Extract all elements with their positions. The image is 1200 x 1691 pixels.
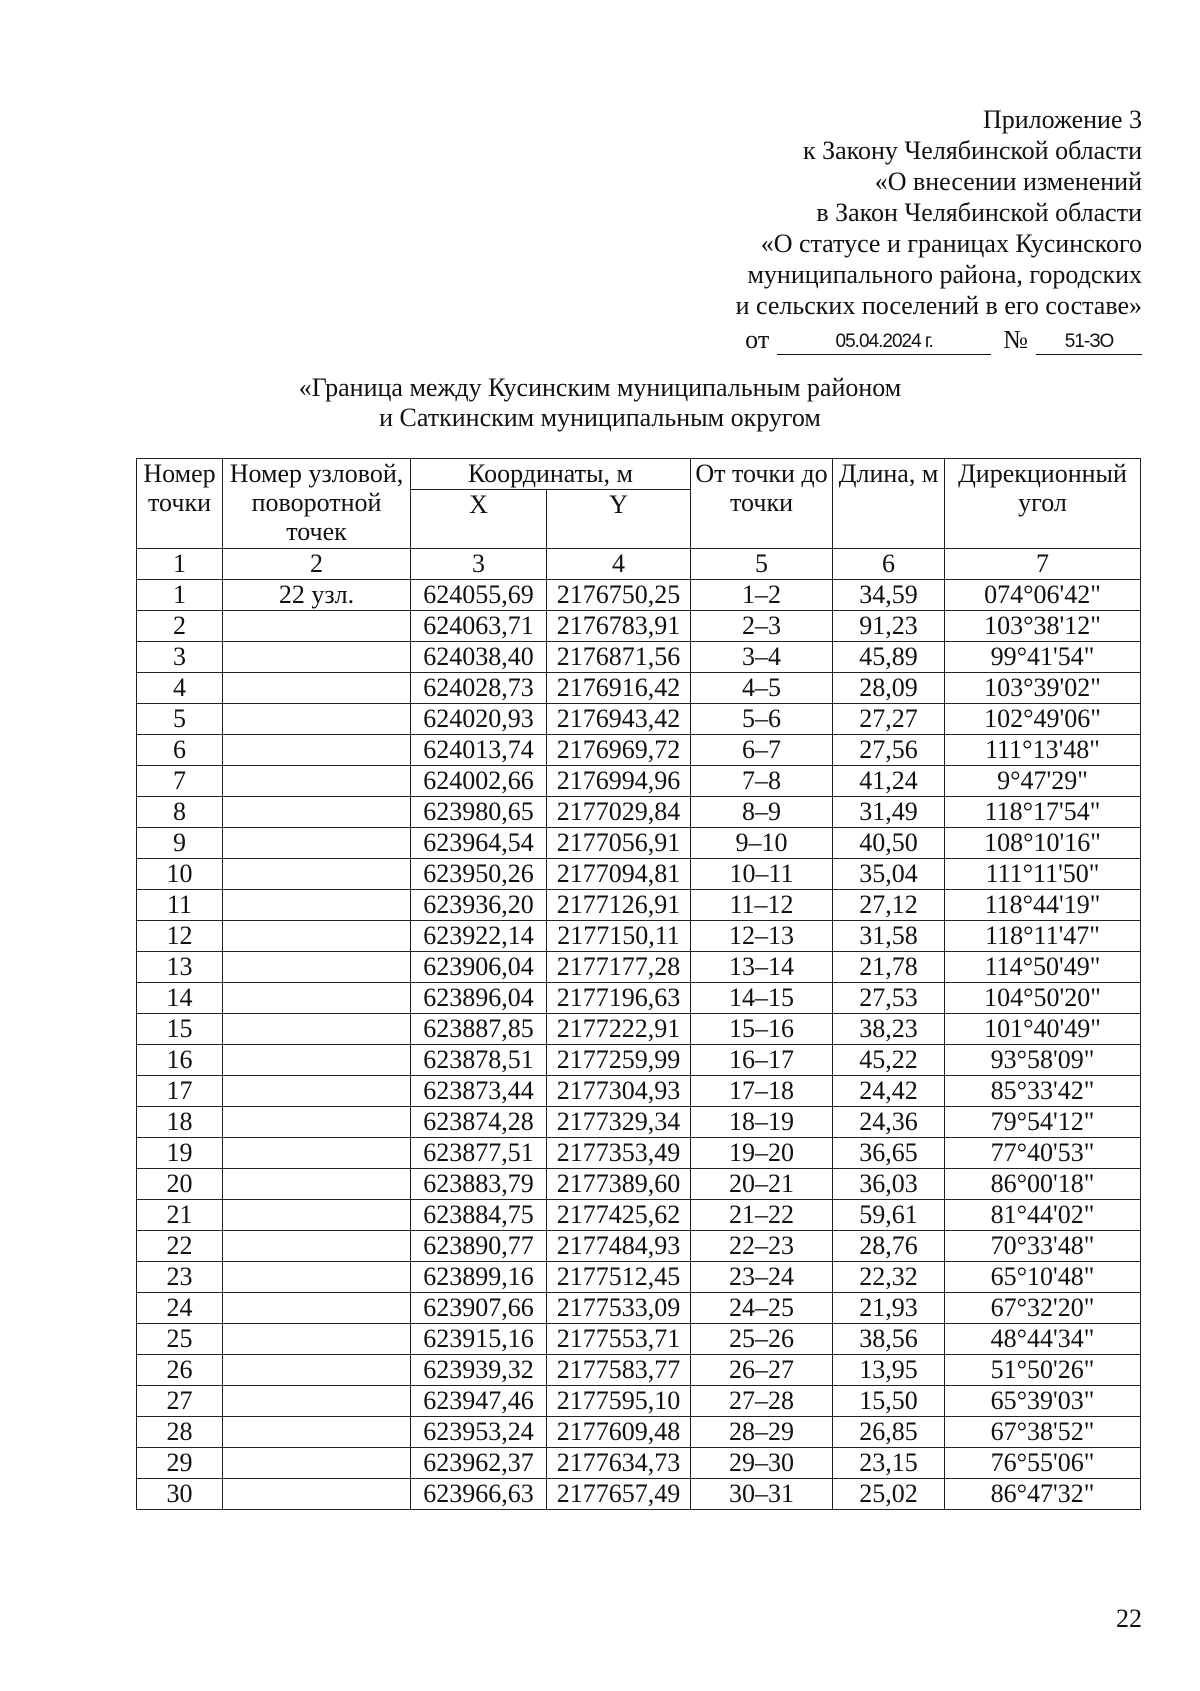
x-coordinate-cell: 624055,69: [411, 580, 547, 611]
length-cell: 45,22: [833, 1045, 945, 1076]
table-row: [137, 952, 1141, 983]
x-coordinate-cell: 623887,85: [411, 1014, 547, 1045]
point-number-cell: 13: [137, 952, 223, 983]
point-number-cell: 30: [137, 1479, 223, 1510]
table-body: [137, 580, 1141, 1510]
angle-cell: 65°10'48": [945, 1262, 1141, 1293]
segment-cell: 26–27: [691, 1355, 833, 1386]
length-cell: 91,23: [833, 611, 945, 642]
point-number-cell: 27: [137, 1386, 223, 1417]
segment-cell: 8–9: [691, 797, 833, 828]
table-row: [137, 828, 1141, 859]
y-coordinate-cell: 2177304,93: [547, 1076, 691, 1107]
x-coordinate-cell: 623936,20: [411, 890, 547, 921]
segment-cell: 17–18: [691, 1076, 833, 1107]
x-coordinate-cell: 623899,16: [411, 1262, 547, 1293]
segment-cell: 15–16: [691, 1014, 833, 1045]
table-row: [137, 1200, 1141, 1231]
table-row: [137, 1417, 1141, 1448]
length-cell: 21,78: [833, 952, 945, 983]
angle-cell: 118°17'54": [945, 797, 1141, 828]
angle-cell: 79°54'12": [945, 1107, 1141, 1138]
title-line-1: «Граница между Кусинским муниципальным районом: [298, 373, 902, 402]
law-number: 51-ЗО: [1036, 330, 1142, 355]
y-coordinate-cell: 2177329,34: [547, 1107, 691, 1138]
table-row: [137, 859, 1141, 890]
point-number-cell: 24: [137, 1293, 223, 1324]
table-row: [137, 1014, 1141, 1045]
column-number: 1: [137, 549, 223, 580]
angle-cell: 76°55'06": [945, 1448, 1141, 1479]
x-coordinate-cell: 623947,46: [411, 1386, 547, 1417]
point-number-cell: 26: [137, 1355, 223, 1386]
angle-cell: 074°06'42": [945, 580, 1141, 611]
column-number: 2: [223, 549, 411, 580]
table-row: [137, 1231, 1141, 1262]
node-number-cell: [223, 642, 411, 673]
node-number-cell: [223, 1417, 411, 1448]
table-row: [137, 673, 1141, 704]
segment-cell: 4–5: [691, 673, 833, 704]
segment-cell: 29–30: [691, 1448, 833, 1479]
length-cell: 24,42: [833, 1076, 945, 1107]
node-number-cell: [223, 1045, 411, 1076]
node-number-cell: [223, 735, 411, 766]
length-cell: 38,56: [833, 1324, 945, 1355]
node-number-cell: [223, 1262, 411, 1293]
point-number-cell: 7: [137, 766, 223, 797]
angle-cell: 99°41'54": [945, 642, 1141, 673]
angle-cell: 102°49'06": [945, 704, 1141, 735]
y-coordinate-cell: 2176871,56: [547, 642, 691, 673]
page-number: 22: [1116, 1604, 1142, 1633]
node-number-cell: [223, 1231, 411, 1262]
x-coordinate-cell: 624063,71: [411, 611, 547, 642]
length-cell: 36,65: [833, 1138, 945, 1169]
segment-cell: 12–13: [691, 921, 833, 952]
x-coordinate-cell: 623907,66: [411, 1293, 547, 1324]
x-coordinate-cell: 624028,73: [411, 673, 547, 704]
angle-cell: 86°47'32": [945, 1479, 1141, 1510]
y-coordinate-cell: 2177425,62: [547, 1200, 691, 1231]
angle-cell: 65°39'03": [945, 1386, 1141, 1417]
angle-cell: 93°58'09": [945, 1045, 1141, 1076]
x-coordinate-cell: 623877,51: [411, 1138, 547, 1169]
point-number-cell: 9: [137, 828, 223, 859]
y-coordinate-cell: 2177259,99: [547, 1045, 691, 1076]
point-number-cell: 4: [137, 673, 223, 704]
x-coordinate-cell: 623906,04: [411, 952, 547, 983]
point-number-cell: 23: [137, 1262, 223, 1293]
y-coordinate-cell: 2176969,72: [547, 735, 691, 766]
x-coordinate-cell: 623962,37: [411, 1448, 547, 1479]
point-number-cell: 16: [137, 1045, 223, 1076]
angle-cell: 103°38'12": [945, 611, 1141, 642]
segment-cell: 20–21: [691, 1169, 833, 1200]
table-row: [137, 1324, 1141, 1355]
point-number-cell: 28: [137, 1417, 223, 1448]
header-length: Длина, м: [833, 459, 945, 549]
y-coordinate-cell: 2177150,11: [547, 921, 691, 952]
segment-cell: 1–2: [691, 580, 833, 611]
length-cell: 34,59: [833, 580, 945, 611]
y-coordinate-cell: 2177533,09: [547, 1293, 691, 1324]
column-numbers-row: [137, 549, 1141, 580]
column-number: 7: [945, 549, 1141, 580]
header-line: муниципального района, городских: [747, 260, 1142, 289]
x-coordinate-cell: 623890,77: [411, 1231, 547, 1262]
node-number-cell: [223, 766, 411, 797]
length-cell: 40,50: [833, 828, 945, 859]
law-date-line: [662, 321, 1142, 355]
angle-cell: 111°11'50": [945, 859, 1141, 890]
x-coordinate-cell: 623953,24: [411, 1417, 547, 1448]
table-row: [137, 735, 1141, 766]
segment-cell: 5–6: [691, 704, 833, 735]
point-number-cell: 2: [137, 611, 223, 642]
node-number-cell: [223, 704, 411, 735]
header-node-number: Номер узловой, поворотной точек: [223, 459, 411, 549]
node-number-cell: [223, 1448, 411, 1479]
y-coordinate-cell: 2177094,81: [547, 859, 691, 890]
node-number-cell: [223, 797, 411, 828]
table-row: [137, 1479, 1141, 1510]
length-cell: 59,61: [833, 1200, 945, 1231]
length-cell: 24,36: [833, 1107, 945, 1138]
x-coordinate-cell: 623939,32: [411, 1355, 547, 1386]
y-coordinate-cell: 2177222,91: [547, 1014, 691, 1045]
segment-cell: 18–19: [691, 1107, 833, 1138]
y-coordinate-cell: 2177196,63: [547, 983, 691, 1014]
column-number: 3: [411, 549, 547, 580]
table-row: [137, 704, 1141, 735]
length-cell: 25,02: [833, 1479, 945, 1510]
length-cell: 21,93: [833, 1293, 945, 1324]
point-number-cell: 10: [137, 859, 223, 890]
header-from-to: От точки до точки: [691, 459, 833, 549]
x-coordinate-cell: 623873,44: [411, 1076, 547, 1107]
point-number-cell: 29: [137, 1448, 223, 1479]
node-number-cell: [223, 1355, 411, 1386]
angle-cell: 111°13'48": [945, 735, 1141, 766]
angle-cell: 70°33'48": [945, 1231, 1141, 1262]
table-row: [137, 1138, 1141, 1169]
angle-cell: 101°40'49": [945, 1014, 1141, 1045]
y-coordinate-cell: 2176750,25: [547, 580, 691, 611]
appendix-header: [662, 104, 1142, 355]
node-number-cell: [223, 983, 411, 1014]
boundary-coordinates-table: [136, 458, 1141, 1510]
table-row: [137, 1107, 1141, 1138]
node-number-cell: 22 узл.: [223, 580, 411, 611]
angle-cell: 103°39'02": [945, 673, 1141, 704]
length-cell: 27,53: [833, 983, 945, 1014]
header-y: Y: [547, 490, 691, 549]
point-number-cell: 14: [137, 983, 223, 1014]
length-cell: 27,27: [833, 704, 945, 735]
title-line-2: и Саткинским муниципальным округом: [379, 403, 821, 432]
segment-cell: 24–25: [691, 1293, 833, 1324]
table-row: [137, 921, 1141, 952]
length-cell: 45,89: [833, 642, 945, 673]
node-number-cell: [223, 828, 411, 859]
header-x: X: [411, 490, 547, 549]
y-coordinate-cell: 2177583,77: [547, 1355, 691, 1386]
length-cell: 35,04: [833, 859, 945, 890]
header-line: «О внесении изменений: [874, 167, 1142, 196]
y-coordinate-cell: 2177177,28: [547, 952, 691, 983]
table-row: [137, 1448, 1141, 1479]
y-coordinate-cell: 2177657,49: [547, 1479, 691, 1510]
segment-cell: 2–3: [691, 611, 833, 642]
x-coordinate-cell: 624013,74: [411, 735, 547, 766]
x-coordinate-cell: 623874,28: [411, 1107, 547, 1138]
node-number-cell: [223, 952, 411, 983]
column-number: 5: [691, 549, 833, 580]
y-coordinate-cell: 2176994,96: [547, 766, 691, 797]
segment-cell: 6–7: [691, 735, 833, 766]
segment-cell: 30–31: [691, 1479, 833, 1510]
y-coordinate-cell: 2176916,42: [547, 673, 691, 704]
segment-cell: 13–14: [691, 952, 833, 983]
node-number-cell: [223, 1324, 411, 1355]
length-cell: 31,49: [833, 797, 945, 828]
segment-cell: 7–8: [691, 766, 833, 797]
point-number-cell: 19: [137, 1138, 223, 1169]
segment-cell: 14–15: [691, 983, 833, 1014]
point-number-cell: 3: [137, 642, 223, 673]
length-cell: 15,50: [833, 1386, 945, 1417]
x-coordinate-cell: 623966,63: [411, 1479, 547, 1510]
length-cell: 27,56: [833, 735, 945, 766]
y-coordinate-cell: 2177609,48: [547, 1417, 691, 1448]
y-coordinate-cell: 2177512,45: [547, 1262, 691, 1293]
node-number-cell: [223, 859, 411, 890]
length-cell: 31,58: [833, 921, 945, 952]
y-coordinate-cell: 2176783,91: [547, 611, 691, 642]
y-coordinate-cell: 2177484,93: [547, 1231, 691, 1262]
length-cell: 28,09: [833, 673, 945, 704]
node-number-cell: [223, 1014, 411, 1045]
length-cell: 22,32: [833, 1262, 945, 1293]
length-cell: 41,24: [833, 766, 945, 797]
x-coordinate-cell: 623896,04: [411, 983, 547, 1014]
point-number-cell: 8: [137, 797, 223, 828]
table-row: [137, 1076, 1141, 1107]
point-number-cell: 12: [137, 921, 223, 952]
law-date: 05.04.2024 г.: [777, 330, 991, 355]
angle-cell: 86°00'18": [945, 1169, 1141, 1200]
angle-cell: 9°47'29": [945, 766, 1141, 797]
length-cell: 28,76: [833, 1231, 945, 1262]
header-line: в Закон Челябинской области: [816, 198, 1142, 227]
x-coordinate-cell: 623883,79: [411, 1169, 547, 1200]
table-row: [137, 1169, 1141, 1200]
node-number-cell: [223, 673, 411, 704]
point-number-cell: 5: [137, 704, 223, 735]
segment-cell: 23–24: [691, 1262, 833, 1293]
header-point-number: Номер точки: [137, 459, 223, 549]
column-number: 4: [547, 549, 691, 580]
node-number-cell: [223, 611, 411, 642]
x-coordinate-cell: 623964,54: [411, 828, 547, 859]
node-number-cell: [223, 921, 411, 952]
table-row: [137, 1293, 1141, 1324]
node-number-cell: [223, 1169, 411, 1200]
table-row: [137, 1386, 1141, 1417]
x-coordinate-cell: 623950,26: [411, 859, 547, 890]
length-cell: 27,12: [833, 890, 945, 921]
header-line: Приложение 3: [982, 105, 1142, 134]
y-coordinate-cell: 2177029,84: [547, 797, 691, 828]
segment-cell: 9–10: [691, 828, 833, 859]
angle-cell: 48°44'34": [945, 1324, 1141, 1355]
angle-cell: 67°38'52": [945, 1417, 1141, 1448]
table-row: [137, 766, 1141, 797]
node-number-cell: [223, 1076, 411, 1107]
point-number-cell: 6: [137, 735, 223, 766]
node-number-cell: [223, 1293, 411, 1324]
x-coordinate-cell: 624020,93: [411, 704, 547, 735]
header-angle: Дирекционный угол: [945, 459, 1141, 549]
point-number-cell: 1: [137, 580, 223, 611]
table-row: [137, 1262, 1141, 1293]
document-title: [0, 373, 1200, 433]
x-coordinate-cell: 624002,66: [411, 766, 547, 797]
x-coordinate-cell: 623915,16: [411, 1324, 547, 1355]
table-row: [137, 890, 1141, 921]
x-coordinate-cell: 623884,75: [411, 1200, 547, 1231]
angle-cell: 118°44'19": [945, 890, 1141, 921]
y-coordinate-cell: 2177553,71: [547, 1324, 691, 1355]
segment-cell: 28–29: [691, 1417, 833, 1448]
x-coordinate-cell: 623980,65: [411, 797, 547, 828]
segment-cell: 21–22: [691, 1200, 833, 1231]
segment-cell: 19–20: [691, 1138, 833, 1169]
segment-cell: 11–12: [691, 890, 833, 921]
point-number-cell: 11: [137, 890, 223, 921]
point-number-cell: 20: [137, 1169, 223, 1200]
point-number-cell: 15: [137, 1014, 223, 1045]
header-line: к Закону Челябинской области: [802, 136, 1142, 165]
node-number-cell: [223, 1479, 411, 1510]
angle-cell: 108°10'16": [945, 828, 1141, 859]
point-number-cell: 21: [137, 1200, 223, 1231]
segment-cell: 3–4: [691, 642, 833, 673]
column-number: 6: [833, 549, 945, 580]
node-number-cell: [223, 1200, 411, 1231]
angle-cell: 81°44'02": [945, 1200, 1141, 1231]
angle-cell: 51°50'26": [945, 1355, 1141, 1386]
y-coordinate-cell: 2177634,73: [547, 1448, 691, 1479]
x-coordinate-cell: 623922,14: [411, 921, 547, 952]
table-row: [137, 983, 1141, 1014]
point-number-cell: 18: [137, 1107, 223, 1138]
node-number-cell: [223, 1138, 411, 1169]
segment-cell: 16–17: [691, 1045, 833, 1076]
y-coordinate-cell: 2177389,60: [547, 1169, 691, 1200]
angle-cell: 114°50'49": [945, 952, 1141, 983]
node-number-cell: [223, 1107, 411, 1138]
angle-cell: 85°33'42": [945, 1076, 1141, 1107]
table-row: [137, 580, 1141, 611]
header-line: и сельских поселений в его составе»: [735, 291, 1142, 320]
point-number-cell: 17: [137, 1076, 223, 1107]
angle-cell: 67°32'20": [945, 1293, 1141, 1324]
segment-cell: 22–23: [691, 1231, 833, 1262]
node-number-cell: [223, 890, 411, 921]
header-line: «О статусе и границах Кусинского: [760, 229, 1142, 258]
angle-cell: 104°50'20": [945, 983, 1141, 1014]
header-coordinates: Координаты, м: [411, 459, 691, 490]
table-row: [137, 1045, 1141, 1076]
length-cell: 36,03: [833, 1169, 945, 1200]
table-row: [137, 642, 1141, 673]
x-coordinate-cell: 623878,51: [411, 1045, 547, 1076]
angle-cell: 118°11'47": [945, 921, 1141, 952]
segment-cell: 25–26: [691, 1324, 833, 1355]
length-cell: 23,15: [833, 1448, 945, 1479]
y-coordinate-cell: 2177056,91: [547, 828, 691, 859]
from-label: от: [745, 325, 770, 354]
y-coordinate-cell: 2177126,91: [547, 890, 691, 921]
length-cell: 38,23: [833, 1014, 945, 1045]
length-cell: 26,85: [833, 1417, 945, 1448]
number-sign: №: [1003, 325, 1028, 354]
length-cell: 13,95: [833, 1355, 945, 1386]
table-row: [137, 1355, 1141, 1386]
segment-cell: 27–28: [691, 1386, 833, 1417]
segment-cell: 10–11: [691, 859, 833, 890]
point-number-cell: 25: [137, 1324, 223, 1355]
y-coordinate-cell: 2177595,10: [547, 1386, 691, 1417]
node-number-cell: [223, 1386, 411, 1417]
point-number-cell: 22: [137, 1231, 223, 1262]
y-coordinate-cell: 2176943,42: [547, 704, 691, 735]
angle-cell: 77°40'53": [945, 1138, 1141, 1169]
x-coordinate-cell: 624038,40: [411, 642, 547, 673]
table-row: [137, 611, 1141, 642]
y-coordinate-cell: 2177353,49: [547, 1138, 691, 1169]
table-row: [137, 797, 1141, 828]
